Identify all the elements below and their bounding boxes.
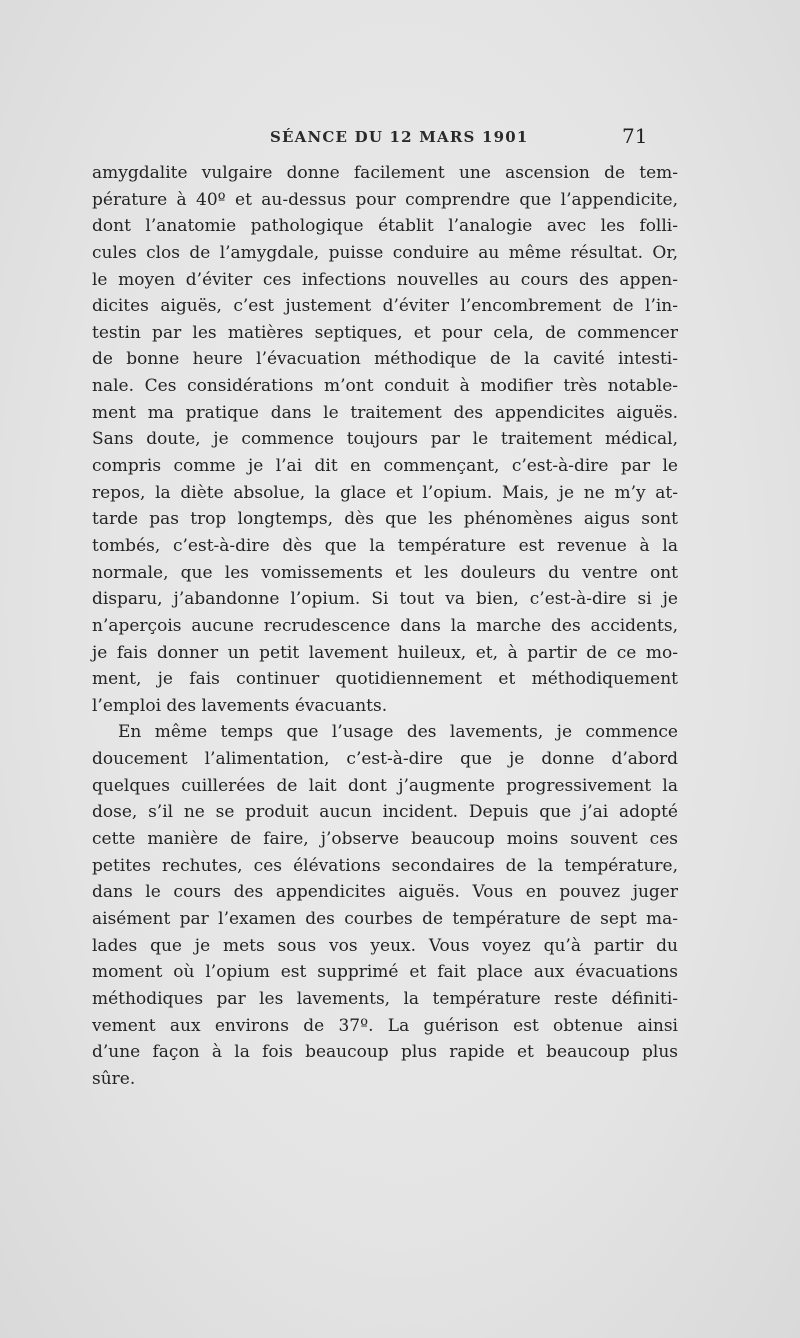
text-line: doucement l’alimentation, c’est-à-dire que je donne d’abord	[92, 749, 678, 770]
paragraph-first-line: En même temps que l’usage des lavements, je commence	[118, 722, 678, 743]
text-line: aisément par l’examen des courbes de température de sept ma-	[92, 908, 678, 929]
text-line: disparu, j’abandonne l’opium. Si tout va bien, c’est-à-dire si je	[92, 589, 678, 610]
text-line: vement aux environs de 37º. La guérison est obtenue ainsi	[92, 1015, 678, 1036]
text-line: Sans doute, je commence toujours par le traitement médical,	[92, 429, 678, 450]
text-line: ment ma pratique dans le traitement des appendicites aiguës.	[92, 402, 678, 423]
text-line: normale, que les vomissements et les douleurs du ventre ont	[92, 562, 678, 583]
text-line: le moyen d’éviter ces infections nouvelles au cours des appen-	[92, 269, 678, 290]
text-line: tarde pas trop longtemps, dès que les phénomènes aigus sont	[92, 509, 678, 530]
paragraph-last-line: l’emploi des lavements évacuants.	[92, 695, 388, 716]
text-line: quelques cuillerées de lait dont j’augmente progressivement la	[92, 775, 678, 796]
text-line: petites rechutes, ces élévations secondaires de la température,	[92, 855, 678, 876]
page-number: 71	[622, 124, 648, 148]
text-line: je fais donner un petit lavement huileux, et, à partir de ce mo-	[92, 642, 678, 663]
text-line: nale. Ces considérations m’ont conduit à modifier très notable-	[92, 376, 678, 397]
text-line: ment, je fais continuer quotidiennement et méthodiquement	[92, 669, 678, 690]
body-text	[92, 160, 678, 1092]
text-line: méthodiques par les lavements, la température reste définiti-	[92, 988, 678, 1009]
text-line: tombés, c’est-à-dire dès que la température est revenue à la	[92, 535, 678, 556]
text-line: n’aperçois aucune recrudescence dans la marche des accidents,	[92, 615, 678, 636]
text-line: testin par les matières septiques, et pour cela, de commencer	[92, 322, 678, 343]
running-head	[0, 124, 800, 148]
text-line: lades que je mets sous vos yeux. Vous voyez qu’à partir du	[92, 935, 678, 956]
text-line: dose, s’il ne se produit aucun incident. Depuis que j’ai adopté	[92, 802, 678, 823]
text-line: de bonne heure l’évacuation méthodique de la cavité intesti-	[92, 349, 678, 370]
running-title: SÉANCE DU 12 MARS 1901	[270, 128, 529, 146]
text-line: compris comme je l’ai dit en commençant, c’est-à-dire par le	[92, 456, 678, 477]
paragraph-last-line: sûre.	[92, 1068, 136, 1089]
text-line: amygdalite vulgaire donne facilement une ascension de tem-	[92, 163, 678, 183]
text-line: dans le cours des appendicites aiguës. Vous en pouvez juger	[92, 882, 678, 903]
text-line: pérature à 40º et au-dessus pour comprendre que l’appendicite,	[92, 189, 678, 210]
text-line: moment où l’opium est supprimé et fait place aux évacuations	[92, 962, 678, 983]
text-line: cules clos de l’amygdale, puisse conduire au même résultat. Or,	[92, 242, 678, 263]
text-line: cette manière de faire, j’observe beaucoup moins souvent ces	[92, 829, 678, 850]
text-line: dont l’anatomie pathologique établit l’analogie avec les folli-	[92, 216, 678, 237]
text-line: dicites aiguës, c’est justement d’éviter l’encombrement de l’in-	[92, 296, 678, 317]
text-line: repos, la diète absolue, la glace et l’opium. Mais, je ne m’y at-	[92, 482, 678, 503]
text-line: d’une façon à la fois beaucoup plus rapide et beaucoup plus	[92, 1042, 678, 1063]
